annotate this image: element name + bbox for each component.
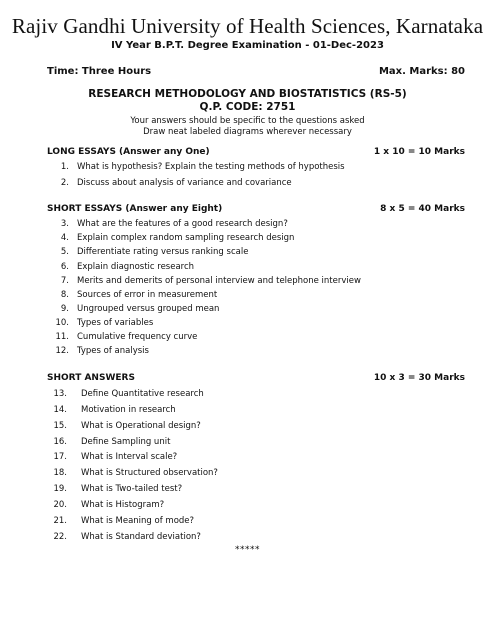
instruction-line: Your answers should be specific to the questions asked	[130, 116, 365, 126]
section-header	[47, 147, 465, 157]
question-text: What is Histogram?	[81, 500, 165, 510]
question-number: 19.	[53, 484, 67, 494]
question-number: 14.	[53, 405, 67, 415]
question-item	[47, 452, 177, 462]
subject-title: RESEARCH METHODOLOGY AND BIOSTATISTICS (RS-5)	[88, 88, 407, 100]
question-item	[47, 484, 182, 494]
question-number: 4.	[60, 233, 69, 243]
exam-title: IV Year B.P.T. Degree Examination - 01-Dec-2023	[111, 40, 384, 51]
question-number: 5.	[60, 247, 69, 257]
qp-code: Q.P. CODE: 2751	[199, 101, 296, 113]
question-number: 15.	[53, 421, 67, 431]
question-number: 3.	[60, 219, 69, 229]
question-item	[47, 421, 201, 431]
question-number: 22.	[53, 532, 67, 542]
question-text: Discuss about analysis of variance and covariance	[77, 178, 292, 188]
question-text: What is Interval scale?	[81, 452, 178, 462]
question-item	[47, 304, 219, 314]
question-text: Explain complex random sampling research design	[77, 233, 295, 243]
question-number: 9.	[60, 304, 69, 314]
question-item	[47, 389, 204, 399]
question-text: What is Meaning of mode?	[81, 516, 195, 526]
section-title: LONG ESSAYS (Answer any One)	[47, 147, 210, 157]
section-header	[47, 373, 465, 383]
question-item	[47, 247, 248, 257]
question-text: Define Quantitative research	[81, 389, 204, 399]
question-text: Sources of error in measurement	[77, 290, 218, 300]
question-number: 2.	[60, 178, 69, 188]
section-title: SHORT ESSAYS (Answer any Eight)	[47, 204, 223, 214]
question-item	[47, 468, 218, 478]
question-item	[47, 276, 361, 286]
question-item	[47, 346, 149, 356]
question-number: 7.	[60, 276, 69, 286]
question-item	[47, 516, 194, 526]
question-text: Cumulative frequency curve	[77, 332, 198, 342]
question-item	[47, 532, 201, 542]
question-text: Differentiate rating versus ranking scale	[77, 247, 249, 257]
max-marks-label: Max. Marks: 80	[378, 66, 465, 77]
question-number: 21.	[53, 516, 67, 526]
question-item	[47, 500, 164, 510]
question-item	[47, 332, 197, 342]
question-number: 11.	[55, 332, 69, 342]
question-number: 8.	[60, 290, 69, 300]
question-item	[47, 178, 292, 188]
question-number: 10.	[55, 318, 69, 328]
question-text: What is Standard deviation?	[81, 532, 201, 542]
question-item	[47, 262, 194, 272]
question-text: Motivation in research	[81, 405, 176, 415]
question-text: Types of analysis	[77, 346, 149, 356]
question-item	[47, 162, 345, 172]
question-text: What is hypothesis? Explain the testing methods of hypothesis	[77, 162, 345, 172]
question-number: 17.	[53, 452, 67, 462]
question-item	[47, 437, 170, 447]
question-text: What is Two-tailed test?	[81, 484, 183, 494]
question-number: 1.	[60, 162, 69, 172]
university-title: Rajiv Gandhi University of Health Sciences, Karnataka	[11, 14, 484, 38]
section-marks: 1 x 10 = 10 Marks	[373, 147, 465, 157]
question-item	[47, 219, 288, 229]
question-item	[47, 233, 294, 243]
question-number: 13.	[53, 389, 67, 399]
question-number: 18.	[53, 468, 67, 478]
question-item	[47, 290, 217, 300]
section-marks: 8 x 5 = 40 Marks	[380, 204, 465, 214]
end-stars: *****	[235, 545, 260, 555]
question-text: Define Sampling unit	[81, 437, 171, 447]
question-item	[47, 405, 176, 415]
question-text: What is Operational design?	[81, 421, 201, 431]
question-text: What are the features of a good research design?	[77, 219, 288, 229]
question-number: 20.	[53, 500, 67, 510]
question-item	[47, 318, 153, 328]
question-text: Ungrouped versus grouped mean	[77, 304, 220, 314]
question-text: Merits and demerits of personal interview and telephone interview	[77, 276, 361, 286]
section-title: SHORT ANSWERS	[47, 373, 135, 383]
question-number: 6.	[60, 262, 69, 272]
question-text: Types of variables	[77, 318, 154, 328]
question-number: 12.	[55, 346, 69, 356]
question-number: 16.	[53, 437, 67, 447]
question-text: Explain diagnostic research	[77, 262, 195, 272]
instruction-line: Draw neat labeled diagrams wherever necessary	[143, 127, 352, 137]
section-header	[47, 204, 465, 214]
section-marks: 10 x 3 = 30 Marks	[373, 373, 465, 383]
time-label: Time: Three Hours	[47, 66, 152, 77]
question-text: What is Structured observation?	[81, 468, 218, 478]
